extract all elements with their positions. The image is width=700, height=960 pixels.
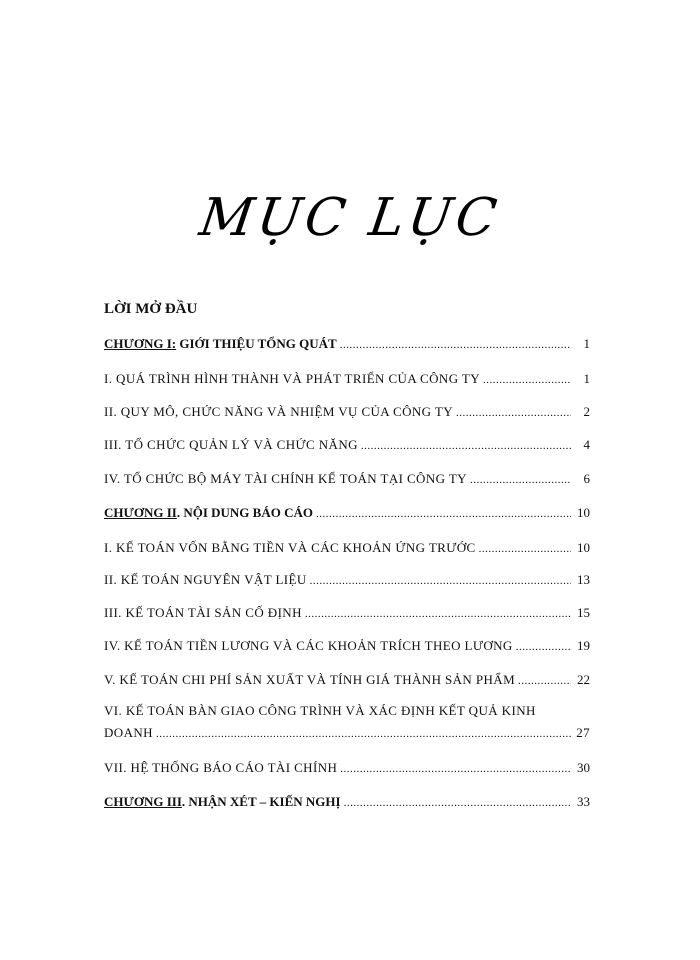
dot-leader [340,759,571,778]
page-number: 10 [577,540,590,555]
page-number: 33 [577,794,590,809]
dot-leader [316,504,571,523]
toc-entry-chapter-3[interactable] [104,793,590,812]
page-number: 4 [583,437,590,452]
toc-entry-section[interactable] [104,370,590,389]
toc-entry-label: IV. KẾ TOÁN TIỀN LƯƠNG VÀ CÁC KHOẢN TRÍCH THEO LƯƠNG [104,638,513,653]
page-number: 6 [583,471,590,486]
toc-entry-label [104,504,313,521]
toc-entry-chapter-2[interactable] [104,504,590,523]
chapter-prefix: CHƯƠNG III [104,794,182,809]
toc-entry-section[interactable] [104,470,590,489]
toc-entry-section[interactable] [104,759,590,778]
page-number: 19 [577,638,590,653]
page-number: 30 [577,760,590,775]
toc-entry-label: V. KẾ TOÁN CHI PHÍ SẢN XUẤT VÀ TÍNH GIÁ THÀNH SẢN PHẨM [104,672,516,687]
toc-entry-section[interactable] [104,436,590,455]
page-number: 10 [577,505,590,520]
page-number: 22 [577,672,590,687]
dot-leader [518,671,571,690]
intro-heading: LỜI MỞ ĐẦU [104,301,198,317]
dot-leader [305,604,571,623]
chapter-title: GIỚI THIỆU TỔNG QUÁT [176,336,337,351]
toc-entry-label: II. KẾ TOÁN NGUYÊN VẬT LIỆU [104,572,307,587]
page-number: 2 [583,404,590,419]
toc-entry-label: VII. HỆ THỐNG BÁO CÁO TÀI CHÍNH [104,760,338,775]
toc-entry-chapter-1[interactable] [104,335,590,354]
dot-leader [344,793,571,812]
toc-entry-section[interactable] [104,539,590,558]
page-number: 13 [577,572,590,587]
page-number: 27 [576,725,590,740]
toc-entry-label: I. KẾ TOÁN VỐN BẰNG TIỀN VÀ CÁC KHOẢN ỨNG TRƯỚC [104,540,476,555]
toc-entry-section[interactable] [104,571,590,590]
dot-leader [310,571,571,590]
page-number: 1 [583,336,590,351]
chapter-title: . NHẬN XÉT – KIẾN NGHỊ [181,794,341,809]
dot-leader [361,436,571,455]
toc-entry-label-line-1: VI. KẾ TOÁN BÀN GIAO CÔNG TRÌNH VÀ XÁC ĐỊNH KẾT QUẢ KINH [104,703,536,718]
toc-entry-label: II. QUY MÔ, CHỨC NĂNG VÀ NHIỆM VỤ CỦA CÔNG TY [104,404,454,419]
toc-entry-section[interactable] [104,403,590,422]
toc-entry-section[interactable] [104,637,590,656]
dot-leader [516,637,571,656]
toc-entry-label: I. QUÁ TRÌNH HÌNH THÀNH VÀ PHÁT TRIỂN CỦA CÔNG TY [104,371,481,386]
dot-leader [479,539,571,558]
toc-entry-section-wrapped[interactable] [104,700,590,745]
page-title: MỤC LỤC [196,188,504,248]
toc-entry-label: III. TỔ CHỨC QUẢN LÝ VÀ CHỨC NĂNG [104,437,358,452]
chapter-prefix: CHƯƠNG II [104,505,177,520]
chapter-prefix: CHƯƠNG I: [104,336,177,351]
dot-leader [156,722,571,745]
toc-entry-section[interactable] [104,671,590,690]
page-number: 1 [583,371,590,386]
dot-leader [456,403,571,422]
chapter-title: . NỘI DUNG BÁO CÁO [176,505,313,520]
toc-entry-label-line-2: DOANH [104,725,153,740]
dot-leader [483,370,571,389]
toc-entry-label: IV. TỔ CHỨC BỘ MÁY TÀI CHÍNH KẾ TOÁN TẠI CÔNG TY [104,471,467,486]
toc-entry-label [104,793,341,810]
toc-entry-line-2 [104,722,590,745]
toc-entry-label [104,335,337,352]
page-number: 15 [577,605,590,620]
toc-entry-section[interactable] [104,604,590,623]
dot-leader [340,335,571,354]
dot-leader [470,470,571,489]
toc-entry-label: III. KẾ TOÁN TÀI SẢN CỐ ĐỊNH [104,605,302,620]
